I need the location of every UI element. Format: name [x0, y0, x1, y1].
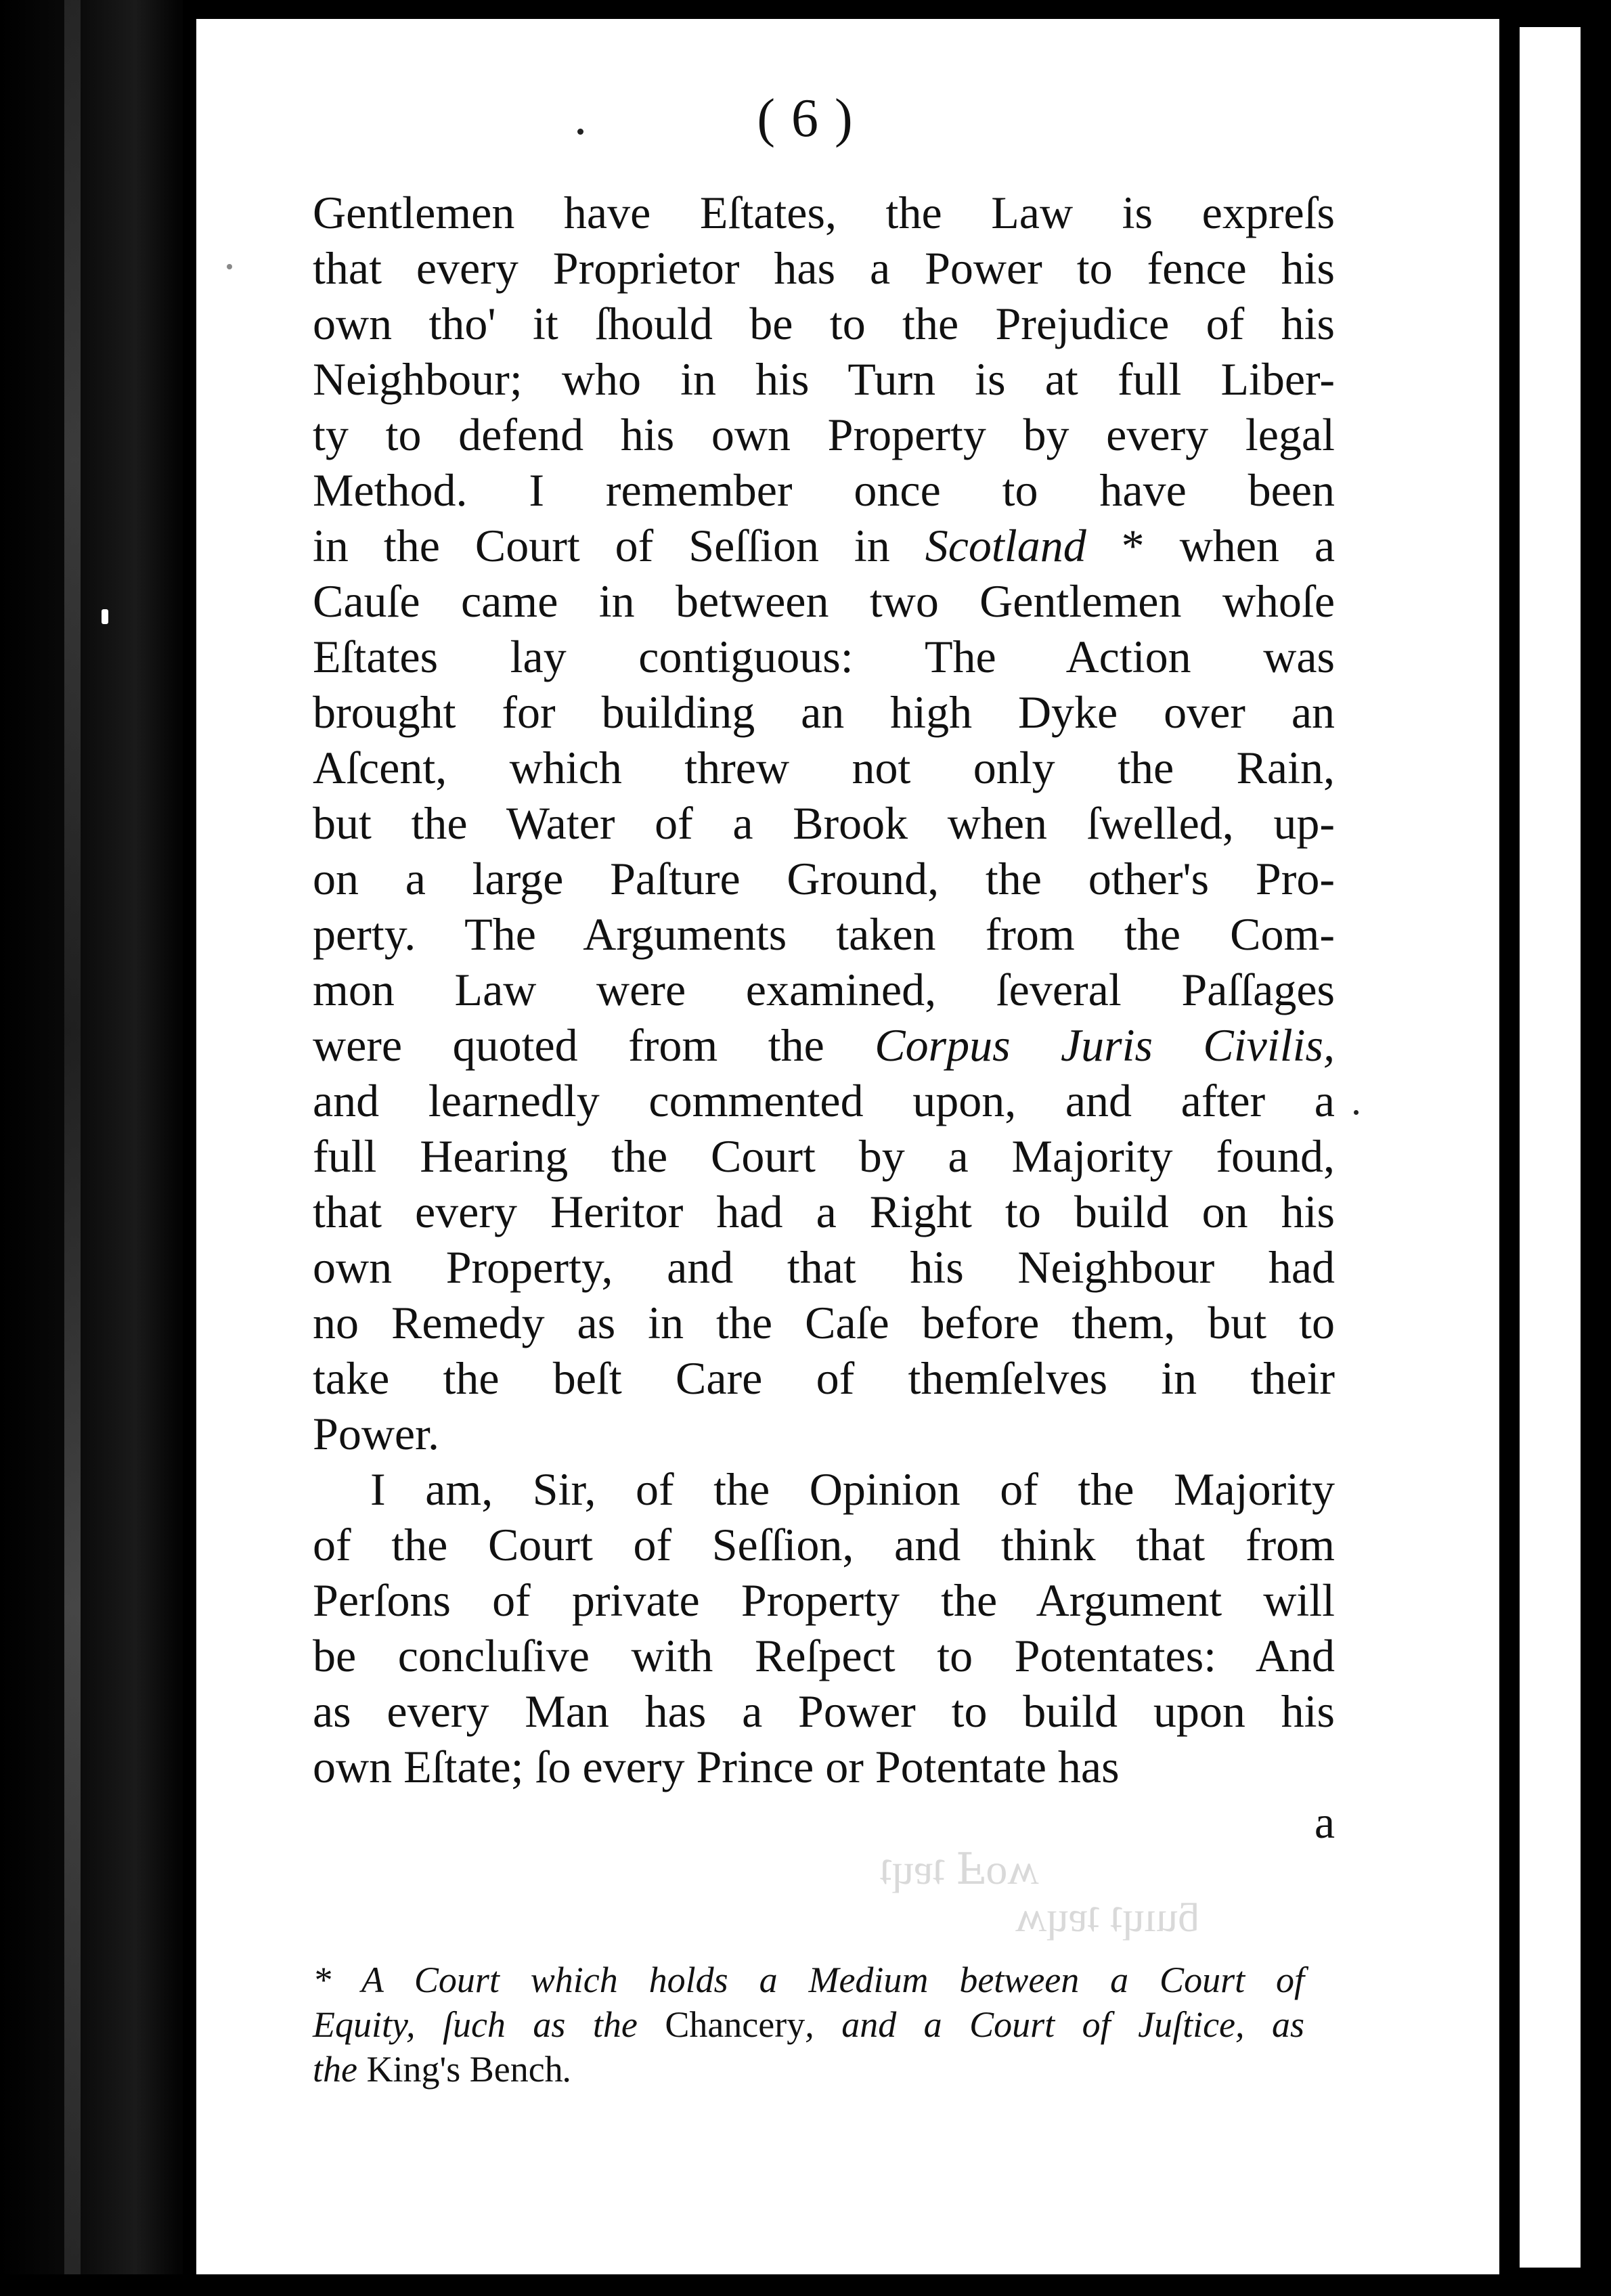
- text-segment: on a large Paſture Ground, the other's Pro-: [313, 853, 1335, 904]
- ink-speck: [102, 609, 108, 624]
- text-segment: I am, Sir, of the Opinion of the Majority: [370, 1463, 1335, 1515]
- text-line: [313, 962, 1335, 1017]
- text-segment: and learnedly commented upon, and after a: [313, 1075, 1335, 1126]
- text-segment: but the Water of a Brook when ſwelled, up-: [313, 797, 1335, 849]
- text-segment: own tho' it ſhould be to the Prejudice of his: [313, 298, 1335, 349]
- text-line: [313, 1017, 1335, 1073]
- page-left-edge: [183, 0, 196, 2296]
- text-segment: own Property, and that his Neighbour had: [313, 1241, 1335, 1293]
- text-segment: Perſons of private Property the Argument will: [313, 1574, 1335, 1626]
- book-spine-shadow: [0, 0, 196, 2296]
- text-line: [313, 851, 1335, 906]
- italic-text: Equity, ſuch as the: [313, 2004, 665, 2045]
- text-line: [313, 684, 1335, 740]
- text-line: [313, 1461, 1335, 1517]
- text-segment: Method. I remember once to have been: [313, 464, 1335, 516]
- catchword: a: [1314, 1796, 1335, 1848]
- text-line: [313, 407, 1335, 462]
- text-segment: perty. The Arguments taken from the Com-: [313, 908, 1335, 960]
- text-line: [313, 1350, 1335, 1406]
- text-line: [313, 1239, 1335, 1295]
- italic-text: the: [313, 2049, 367, 2090]
- text-segment: were quoted from the: [313, 1019, 875, 1071]
- footnote: [313, 1958, 1304, 2092]
- text-line: [313, 1184, 1335, 1239]
- text-segment: no Remedy as in the Caſe before them, but to: [313, 1297, 1335, 1348]
- text-line: [313, 629, 1335, 684]
- text-line: [313, 296, 1335, 351]
- text-line: [313, 1739, 1335, 1794]
- text-segment: Cauſe came in between two Gentlemen whoſe: [313, 575, 1335, 627]
- text-line: [313, 1073, 1335, 1128]
- text-line: [313, 1572, 1335, 1628]
- text-line: [313, 1683, 1335, 1739]
- footnote-line: [313, 2047, 1304, 2092]
- text-line: [313, 1406, 1335, 1461]
- text-line: [313, 1628, 1335, 1683]
- text-segment: Neighbour; who in his Turn is at full Liber-: [313, 353, 1335, 405]
- text-segment: as every Man has a Power to build upon his: [313, 1685, 1335, 1737]
- text-segment: that every Heritor had a Right to build on his: [313, 1186, 1335, 1237]
- italic-text: Corpus Juris Civilis,: [875, 1019, 1335, 1071]
- text-line: [313, 795, 1335, 851]
- text-line: [313, 1128, 1335, 1184]
- text-segment: be concluſive with Reſpect to Potentates: And: [313, 1630, 1335, 1681]
- text-line: [313, 351, 1335, 407]
- body-text: [313, 185, 1335, 1850]
- text-line: [313, 740, 1335, 795]
- text-segment: ty to defend his own Property by every legal: [313, 409, 1335, 460]
- text-line: [313, 906, 1335, 962]
- ink-speck: [1354, 1110, 1359, 1115]
- text-line: [313, 518, 1335, 573]
- reverse-page-bleed-through: ƃuıɥʇ ʇɐɥʍ: [1015, 1893, 1199, 1941]
- footnote-line: [313, 1958, 1304, 2002]
- text-line: [313, 462, 1335, 518]
- text-segment: Eſtates lay contiguous: The Action was: [313, 631, 1335, 682]
- reverse-page-bleed-through: ʍoℲ ʇɐɥʇ: [880, 1845, 1039, 1893]
- footnote-line: [313, 2002, 1304, 2047]
- text-segment: own Eſtate; ſo every Prince or Potentate has: [313, 1741, 1120, 1792]
- text-line: [313, 1517, 1335, 1572]
- text-line: [313, 573, 1335, 629]
- text-segment: King's Bench: [366, 2049, 563, 2090]
- text-line: [313, 1295, 1335, 1350]
- page-number: ( 6 ): [757, 89, 854, 148]
- italic-text: * A Court which holds a Medium between a Court of: [313, 1960, 1304, 2000]
- text-segment: take the beſt Care of themſelves in their: [313, 1352, 1335, 1404]
- ink-speck: [227, 264, 232, 269]
- text-segment: brought for building an high Dyke over an: [313, 686, 1335, 738]
- facing-page-sliver: [1520, 27, 1581, 2268]
- text-segment: full Hearing the Court by a Majority found,: [313, 1130, 1335, 1182]
- text-line: [313, 185, 1335, 240]
- text-line: [313, 240, 1335, 296]
- italic-text: Scotland: [925, 520, 1086, 571]
- text-segment: of the Court of Seſſion, and think that from: [313, 1519, 1335, 1570]
- text-segment: * when a: [1086, 520, 1335, 571]
- text-segment: Gentlemen have Eſtates, the Law is expreſs: [313, 187, 1335, 238]
- text-segment: that every Proprietor has a Power to fence his: [313, 242, 1335, 294]
- spine-streak: [64, 0, 81, 2296]
- text-segment: Chancery: [665, 2004, 806, 2045]
- text-segment: in the Court of Seſſion in: [313, 520, 925, 571]
- scan-bottom-border: [0, 2274, 1611, 2296]
- italic-text: .: [562, 2049, 573, 2090]
- scan-top-border: [0, 0, 1611, 19]
- text-segment: Power.: [313, 1408, 439, 1459]
- italic-text: , and a Court of Juſtice, as: [805, 2004, 1304, 2045]
- text-segment: mon Law were examined, ſeveral Paſſages: [313, 964, 1335, 1015]
- text-segment: Aſcent, which threw not only the Rain,: [313, 742, 1335, 793]
